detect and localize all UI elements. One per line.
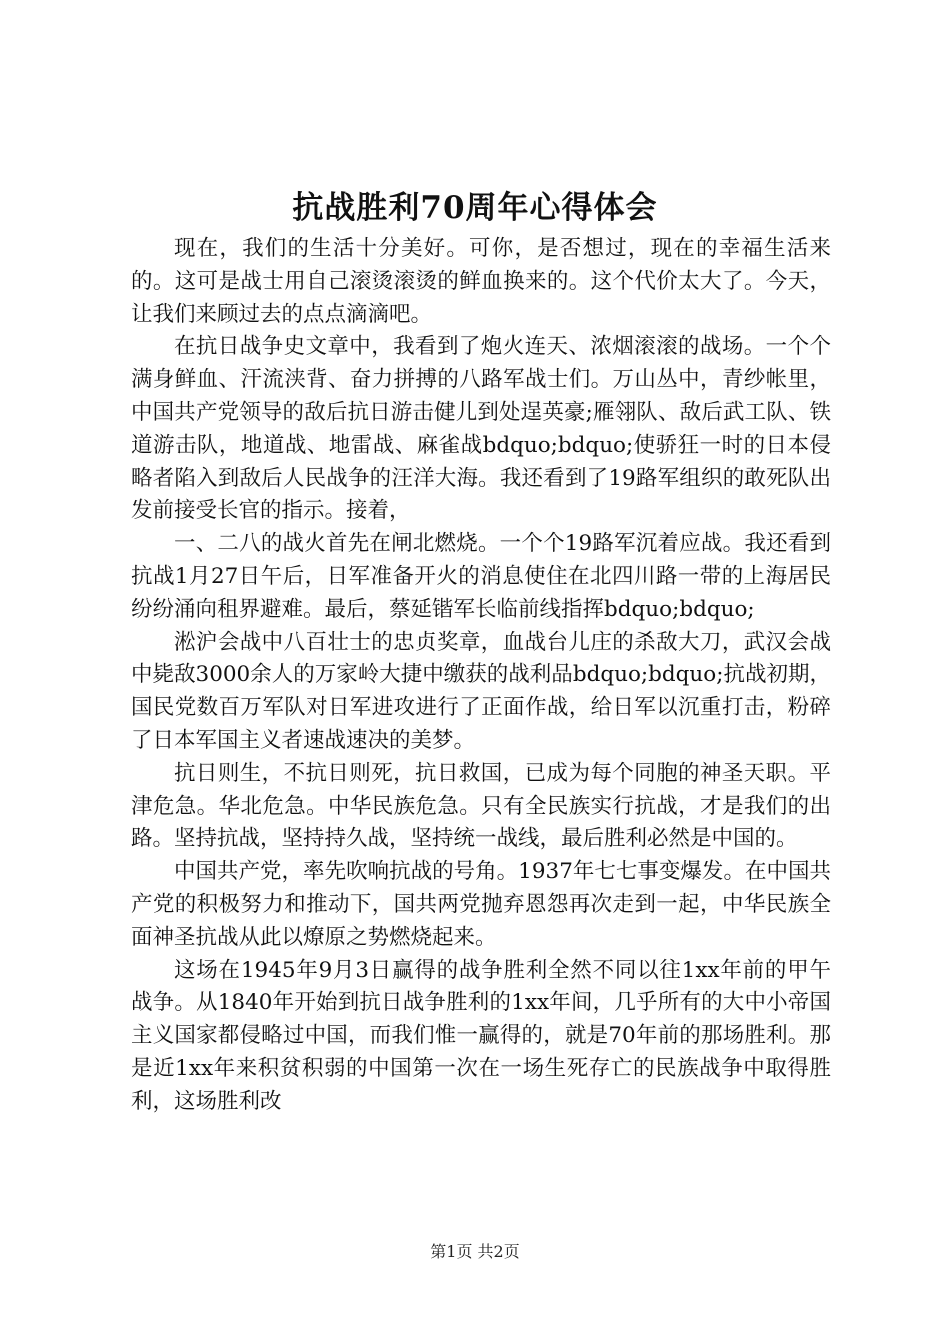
paragraph-7: 这场在1945年9月3日赢得的战争胜利全然不同以往1xx年前的甲午战争。从1840年开始到抗日战争胜利的1xx年间，几乎所有的大中小帝国主义国家都侵略过中国，而我们惟一赢得的，就是70年前的那场胜利。那是近1xx年来积贫积弱的中国第一次在一场生死存亡的民族战争中取得胜利，这场胜利改 <box>131 957 831 1114</box>
document-title: 抗战胜利70周年心得体会 <box>292 190 658 226</box>
paragraph-2: 在抗日战争史文章中，我看到了炮火连天、浓烟滚滚的战场。一个个满身鲜血、汗流浃背、奋力拼搏的八路军战士们。万山丛中，青纱帐里，中国共产党领导的敌后抗日游击健儿到处逞英豪;雁翎队、敌后武工队、铁道游击队，地道战、地雷战、麻雀战bdquo;bdquo;使骄狂一时的日本侵略者陷入到敌后人民战争的汪洋大海。我还看到了19路军组织的敢死队出发前接受长官的指示。接着， <box>131 334 831 524</box>
paragraph-3: 一、二八的战火首先在闸北燃烧。一个个19路军沉着应战。我还看到抗战1月27日午后，日军准备开火的消息使住在北四川路一带的上海居民纷纷涌向租界避难。最后，蔡延锴军长临前线指挥bdquo;bdquo; <box>131 531 831 622</box>
page-number-footer: 第1页 共2页 <box>430 1242 520 1261</box>
paragraph-6: 中国共产党，率先吹响抗战的号角。1937年七七事变爆发。在中国共产党的积极努力和推动下，国共两党抛弃恩怨再次走到一起，中华民族全面神圣抗战从此以燎原之势燃烧起来。 <box>131 859 831 950</box>
paragraph-4: 淞沪会战中八百壮士的忠贞奖章，血战台儿庄的杀敌大刀，武汉会战中毙敌3000余人的万家岭大捷中缴获的战利品bdquo;bdquo;抗战初期，国民党数百万军队对日军进攻进行了正面作战，给日军以沉重打击，粉碎了日本军国主义者速战速决的美梦。 <box>131 629 831 753</box>
paragraph-5: 抗日则生，不抗日则死，抗日救国，已成为每个同胞的神圣天职。平津危急。华北危急。中华民族危急。只有全民族实行抗战，才是我们的出路。坚持抗战，坚持持久战，坚持统一战线，最后胜利必然是中国的。 <box>131 760 831 852</box>
paragraph-1: 现在，我们的生活十分美好。可你，是否想过，现在的幸福生活来的。这可是战士用自己滚烫滚烫的鲜血换来的。这个代价太大了。今天，让我们来顾过去的点点滴滴吧。 <box>131 236 831 327</box>
document-body <box>131 233 831 1119</box>
